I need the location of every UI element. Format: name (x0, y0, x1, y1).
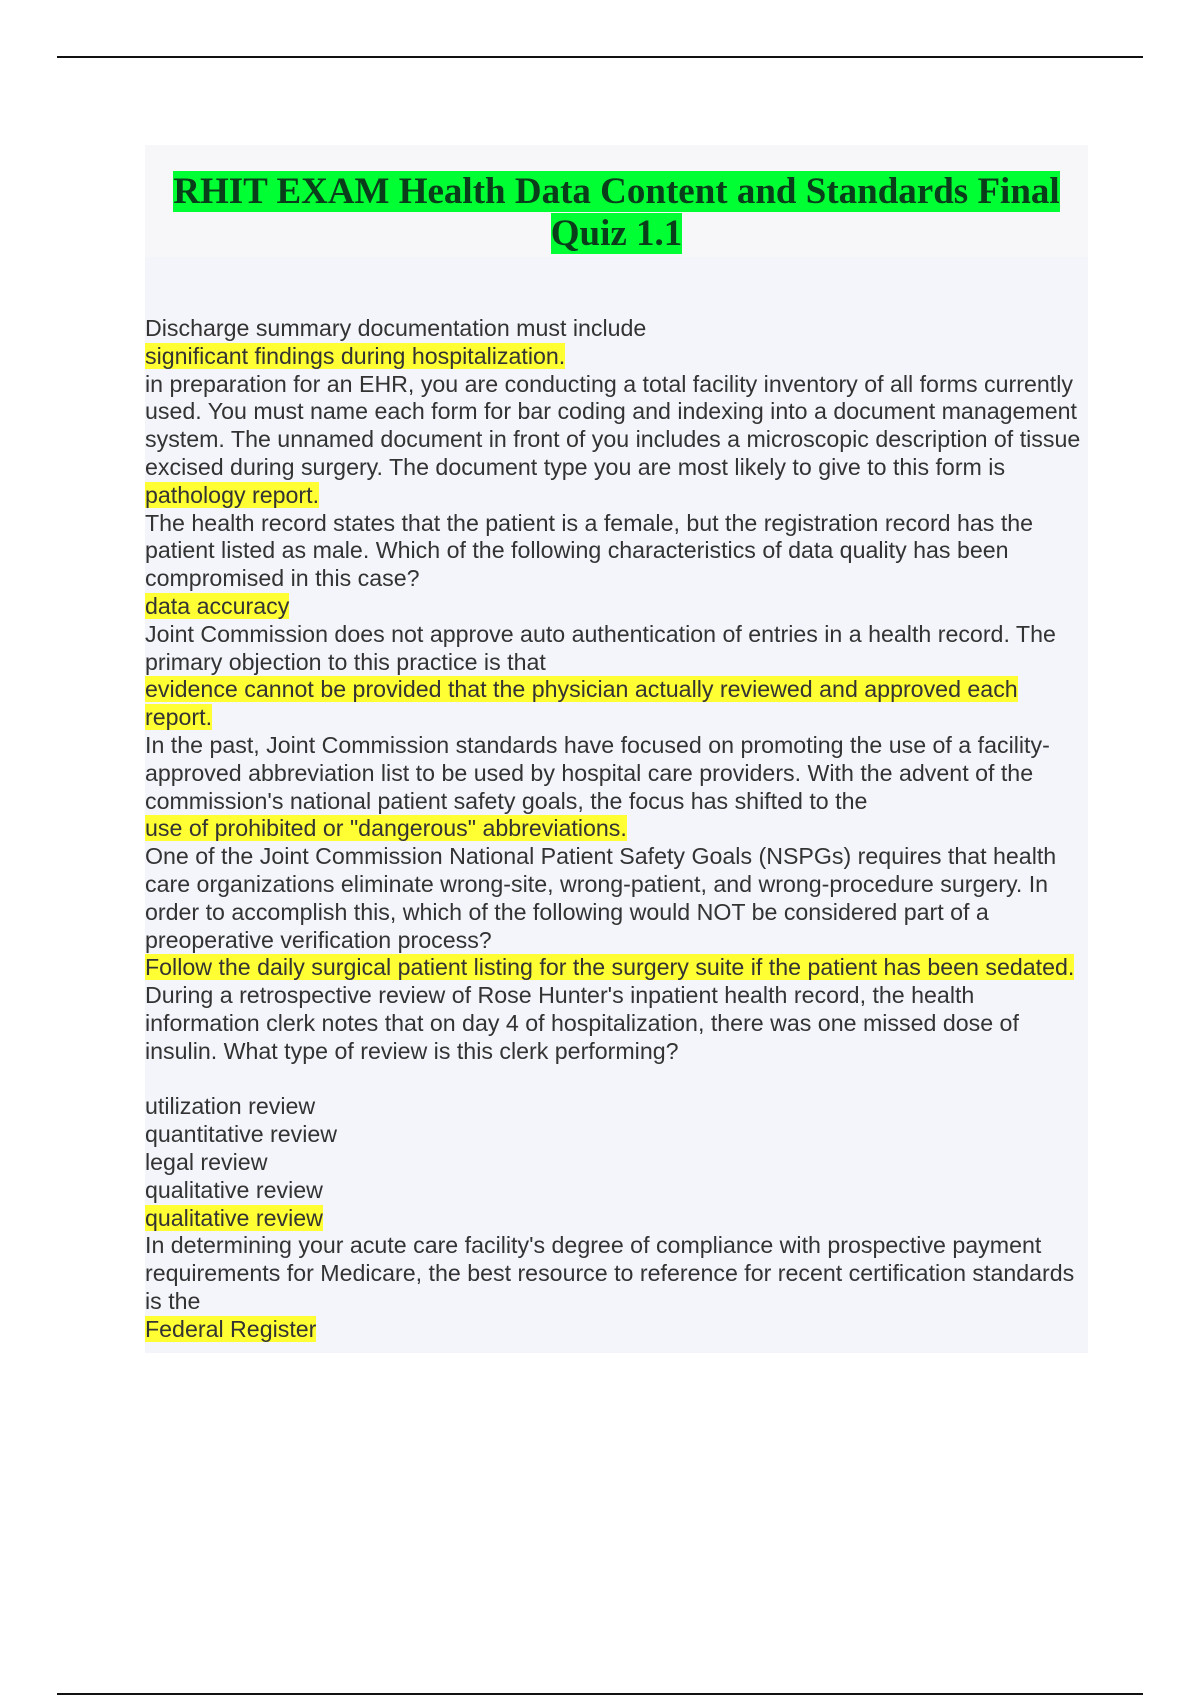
answer-highlight: Follow the daily surgical patient listing for the surgery suite if the patient has been sedated. (145, 954, 1075, 981)
answer-highlight: evidence cannot be provided that the physician actually reviewed and approved each report. (145, 676, 1018, 731)
answer-highlight: qualitative review (145, 1204, 323, 1231)
document-body (145, 145, 1088, 1353)
question-text: During a retrospective review of Rose Hunter's inpatient health record, the health information clerk notes that on day 4 of hospitalization, there was one missed dose of insulin. What type of review is this clerk performing? (145, 982, 1019, 1064)
question-answer-list (145, 315, 1088, 1343)
question-text: Discharge summary documentation must include (145, 315, 647, 341)
question-text: In determining your acute care facility's degree of compliance with prospective payment requirements for Medicare, the best resource to reference for recent certification standards is the (145, 1232, 1075, 1314)
option-text: utilization review (145, 1093, 316, 1120)
option-text: legal review (145, 1148, 268, 1175)
question-text: Joint Commission does not approve auto authentication of entries in a health record. The primary objection to this practice is that (145, 620, 1056, 675)
answer-highlight: significant findings during hospitalization. (145, 342, 566, 369)
blank-line (145, 1066, 1088, 1094)
option-text: quantitative review (145, 1121, 338, 1148)
question-text: in preparation for an EHR, you are conducting a total facility inventory of all forms currently used. You must name each form for bar coding and indexing into a document management system. The unnamed document in front of you includes a microscopic description of tissue excised during surgery. The document type you are most likely to give to this form is (145, 370, 1081, 480)
document-title: RHIT EXAM Health Data Content and Standards Final Quiz 1.1 (173, 171, 1060, 254)
question-text: In the past, Joint Commission standards have focused on promoting the use of a facility-approved abbreviation list to be used by hospital care providers. With the advent of the commission's national patient safety goals, the focus has shifted to the (145, 731, 1050, 814)
header-rule (57, 56, 1143, 58)
question-text: The health record states that the patient is a female, but the registration record has the patient listed as male. Which of the following characteristics of data quality has been compromised in this case? (145, 509, 1034, 592)
footer-rule (57, 1693, 1143, 1695)
answer-highlight: data accuracy (145, 592, 290, 619)
document-title-block (145, 145, 1088, 257)
question-text: One of the Joint Commission National Patient Safety Goals (NSPGs) requires that health care organizations eliminate wrong-site, wrong-patient, and wrong-procedure surgery. In order to accomplish this, which of the following would NOT be considered part of a preoperative verification process? (145, 843, 1057, 953)
answer-highlight: pathology report. (145, 481, 320, 508)
option-text: qualitative review (145, 1176, 323, 1203)
answer-highlight: Federal Register (145, 1315, 317, 1342)
answer-highlight: use of prohibited or "dangerous" abbreviations. (145, 815, 627, 842)
